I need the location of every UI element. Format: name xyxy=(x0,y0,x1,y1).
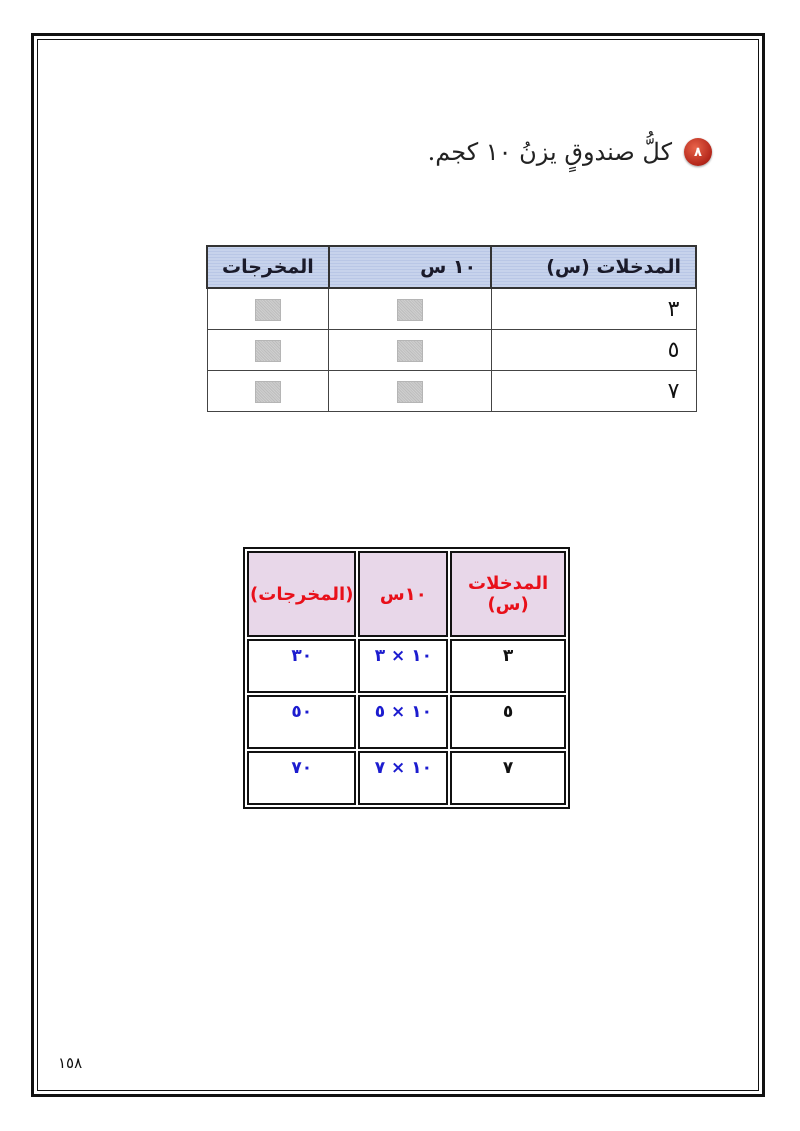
solution-expression: ١٠ × ٥ xyxy=(358,695,448,749)
solution-expression: ١٠ × ٧ xyxy=(358,751,448,805)
answer-blank[interactable] xyxy=(329,288,491,330)
blank-box xyxy=(255,381,281,403)
answer-blank[interactable] xyxy=(207,288,329,330)
blank-box xyxy=(255,340,281,362)
solution-output: ٣٠ xyxy=(247,639,356,693)
answer-blank[interactable] xyxy=(329,371,491,412)
blank-box xyxy=(397,340,423,362)
input-cell: ٣ xyxy=(491,288,696,330)
solution-header-outputs: (المخرجات) xyxy=(247,551,356,637)
solution-header-row xyxy=(247,551,566,637)
solution-header-inputs: المدخلات (س) xyxy=(450,551,566,637)
solution-header-rule: ١٠س xyxy=(358,551,448,637)
solution-expression: ١٠ × ٣ xyxy=(358,639,448,693)
input-cell: ٧ xyxy=(491,371,696,412)
blank-box xyxy=(255,299,281,321)
problem-statement xyxy=(428,138,712,166)
input-output-table-exercise xyxy=(206,245,697,412)
table-row xyxy=(247,639,566,693)
table-row xyxy=(207,330,696,371)
answer-blank[interactable] xyxy=(207,330,329,371)
solution-input: ٥ xyxy=(450,695,566,749)
table-row xyxy=(247,751,566,805)
header-rule: ١٠ س xyxy=(329,246,491,288)
answer-blank[interactable] xyxy=(329,330,491,371)
input-cell: ٥ xyxy=(491,330,696,371)
answer-blank[interactable] xyxy=(207,371,329,412)
table-row xyxy=(207,371,696,412)
blank-box xyxy=(397,299,423,321)
table-header-row xyxy=(207,246,696,288)
table-row xyxy=(247,695,566,749)
blank-box xyxy=(397,381,423,403)
solution-output: ٧٠ xyxy=(247,751,356,805)
page-number: ١٥٨ xyxy=(58,1054,83,1072)
input-output-table-solution xyxy=(243,547,570,809)
problem-number-badge: ٨ xyxy=(684,138,712,166)
problem-text: كلُّ صندوقٍ يزنُ ١٠ كجم. xyxy=(427,138,672,166)
solution-output: ٥٠ xyxy=(247,695,356,749)
solution-input: ٣ xyxy=(450,639,566,693)
solution-input: ٧ xyxy=(450,751,566,805)
header-inputs: المدخلات (س) xyxy=(491,246,696,288)
table-row xyxy=(207,288,696,330)
header-outputs: المخرجات xyxy=(207,246,329,288)
